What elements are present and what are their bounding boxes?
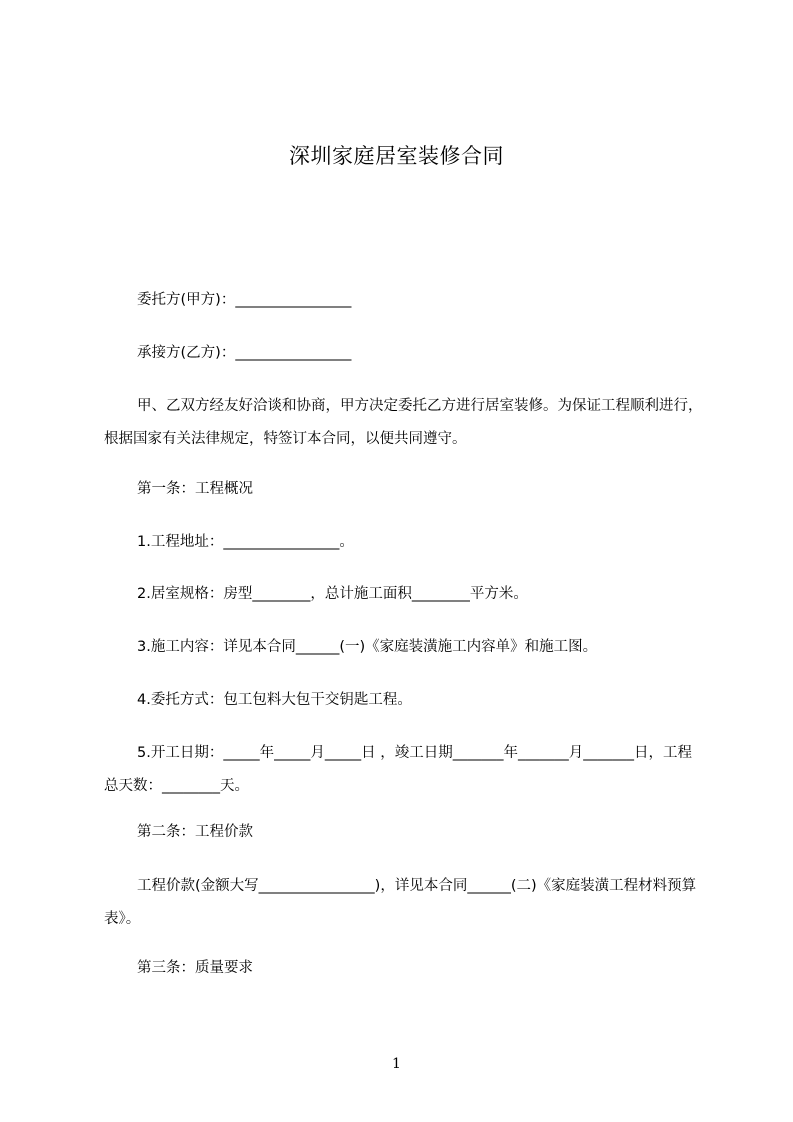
document-title: 深圳家庭居室装修合同 <box>289 144 504 168</box>
section-2-heading: 第二条：工程价款 <box>137 824 253 840</box>
party-a-line: 委托方(甲方)：________________ <box>137 292 352 308</box>
section-1-heading: 第一条：工程概况 <box>137 481 253 497</box>
work-content-line: 3.施工内容：详见本合同______(一)《家庭装潢施工内容单》和施工图。 <box>137 639 598 655</box>
commission-method-line: 4.委托方式：包工包料大包干交钥匙工程。 <box>137 692 412 708</box>
project-address-line: 1.工程地址：________________。 <box>137 534 354 550</box>
section-3-heading: 第三条：质量要求 <box>137 960 253 976</box>
page-number: 1 <box>392 1056 401 1072</box>
preamble-paragraph: 甲、乙双方经友好洽谈和协商，甲方决定委托乙方进行居室装修。为保证工程顺利进行，根据国家有关法律规定，特签订本合同，以便共同遵守。 <box>104 398 703 447</box>
schedule-paragraph: 5.开工日期：_____年_____月_____日 ，竣工日期_______年_______月_______日，工程总天数：________天。 <box>104 745 692 794</box>
room-spec-line: 2.居室规格：房型________，总计施工面积________平方米。 <box>137 586 528 602</box>
party-b-line: 承接方(乙方)：________________ <box>137 345 352 361</box>
price-paragraph: 工程价款(金额大写________________)，详见本合同______(二)《家庭装潢工程材料预算表》。 <box>104 878 697 927</box>
